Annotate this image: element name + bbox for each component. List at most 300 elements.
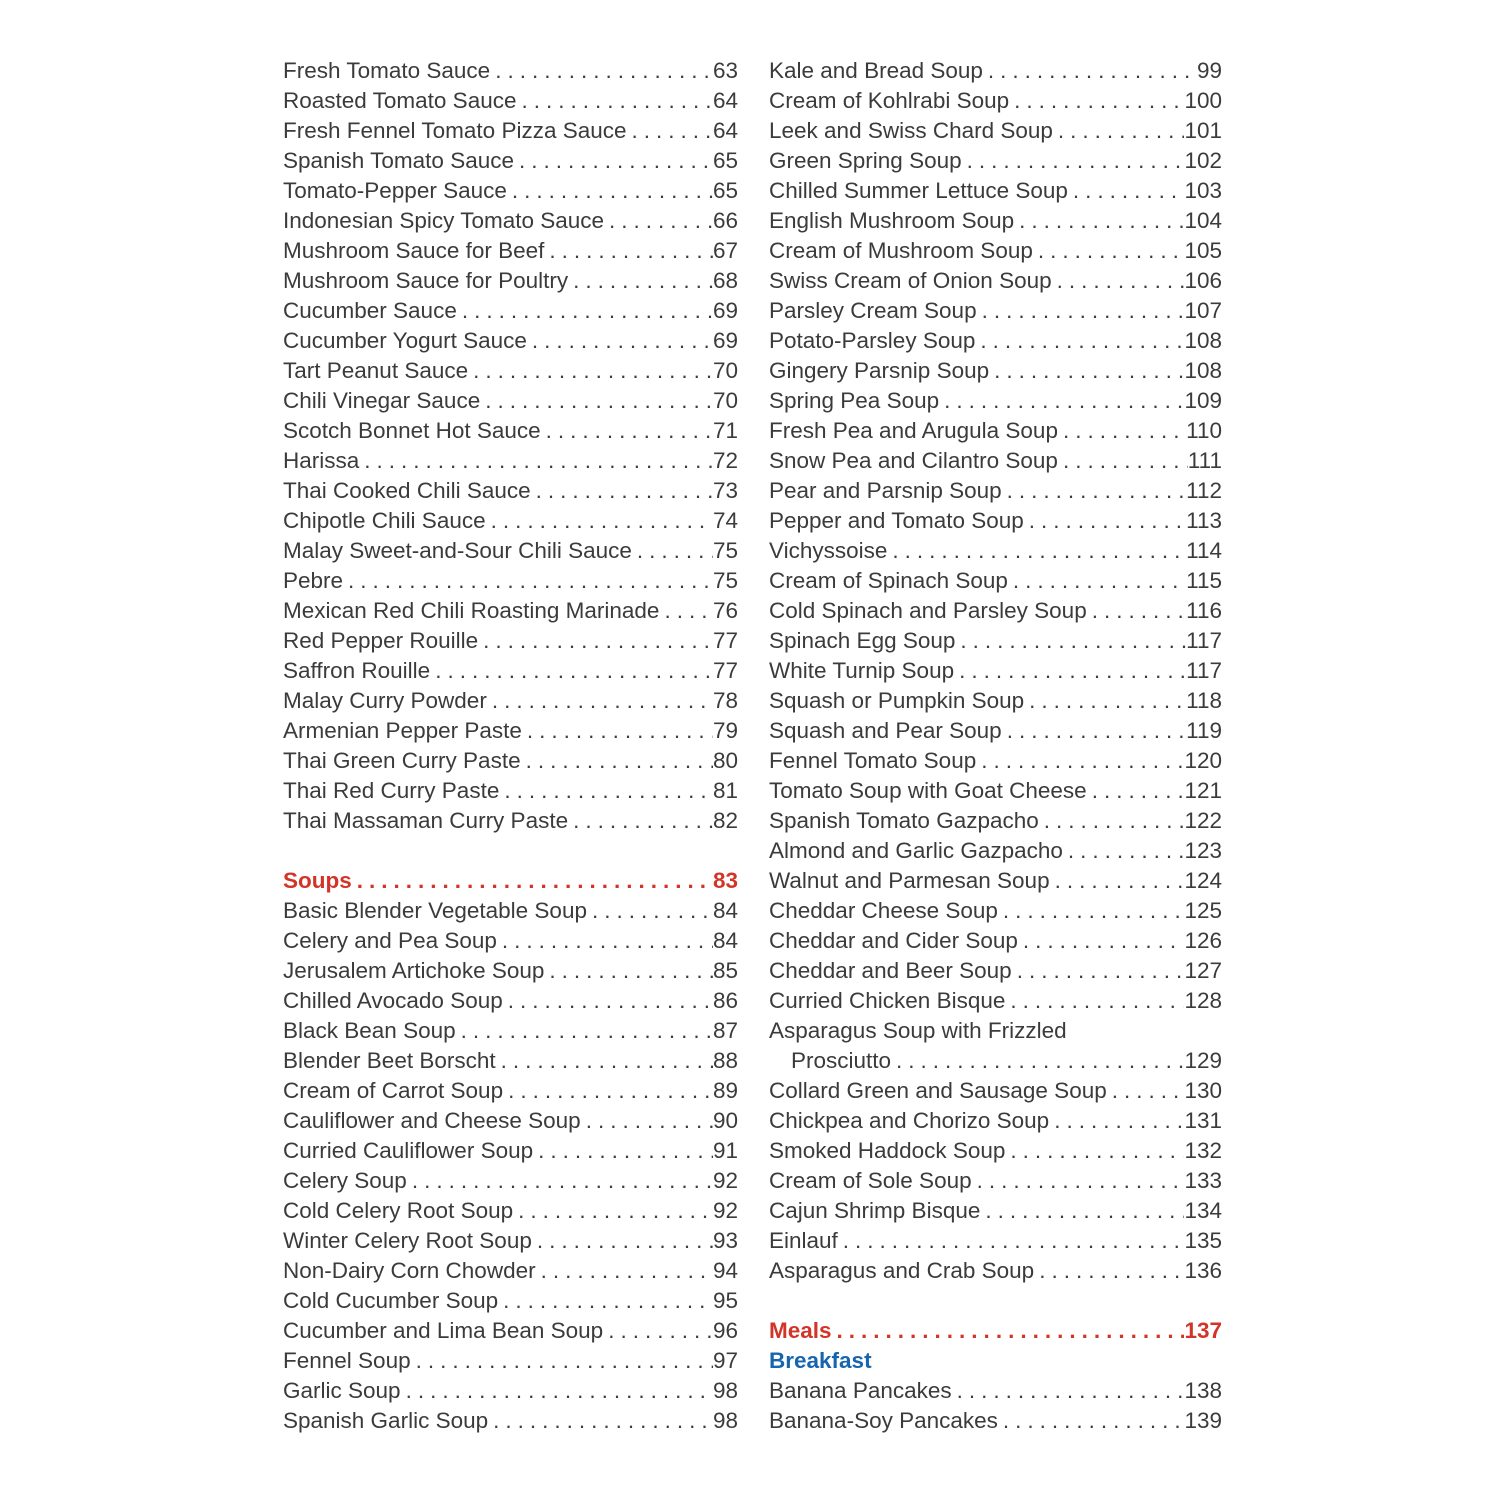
entry-page-number: 99 [1196, 58, 1222, 83]
entry-page-number: 84 [712, 928, 738, 953]
entry-label: Leek and Swiss Chard Soup [769, 118, 1053, 143]
toc-entry [769, 626, 1222, 656]
entry-label: Collard Green and Sausage Soup [769, 1078, 1107, 1103]
toc-entry [283, 566, 738, 596]
toc-entry [283, 1076, 738, 1106]
toc-entry [769, 1226, 1222, 1256]
dot-leader [891, 1046, 1184, 1076]
dot-leader [581, 1106, 713, 1136]
entry-page-number: 64 [712, 118, 738, 143]
entry-label: Mushroom Sauce for Beef [283, 238, 545, 263]
entry-page-number: 77 [712, 658, 738, 683]
entry-page-number: 129 [1184, 1048, 1222, 1073]
entry-label: Malay Sweet-and-Sour Chili Sauce [283, 538, 632, 563]
toc-entry [283, 686, 738, 716]
entry-label: Almond and Garlic Gazpacho [769, 838, 1063, 863]
toc-entry [283, 416, 738, 446]
entry-page-number: 70 [712, 358, 738, 383]
entry-page-number: 71 [712, 418, 738, 443]
toc-entry [283, 716, 738, 746]
toc-entry [283, 146, 738, 176]
entry-label: Cold Spinach and Parsley Soup [769, 598, 1087, 623]
entry-page-number: 65 [712, 148, 738, 173]
entry-label: Pear and Parsnip Soup [769, 478, 1002, 503]
entry-page-number: 95 [712, 1288, 738, 1313]
toc-entry [283, 476, 738, 506]
entry-label: Swiss Cream of Onion Soup [769, 268, 1052, 293]
entry-page-number: 121 [1184, 778, 1222, 803]
entry-label: Asparagus and Crab Soup [769, 1258, 1035, 1283]
dot-leader [456, 1016, 713, 1046]
entry-page-number: 125 [1184, 898, 1222, 923]
toc-entry [283, 656, 738, 686]
dot-leader [1063, 836, 1185, 866]
entry-page-number: 66 [712, 208, 738, 233]
toc-entry [769, 356, 1222, 386]
entry-label: Spinach Egg Soup [769, 628, 956, 653]
entry-label: Spanish Tomato Gazpacho [769, 808, 1039, 833]
entry-label: Chilled Avocado Soup [283, 988, 503, 1013]
toc-entry [769, 836, 1222, 866]
entry-label: Meals [769, 1318, 832, 1343]
entry-page-number: 87 [712, 1018, 738, 1043]
dot-leader [838, 1226, 1185, 1256]
dot-leader [587, 896, 713, 926]
toc-entry [769, 176, 1222, 206]
toc-entry [283, 1256, 738, 1286]
entry-page-number: 80 [712, 748, 738, 773]
entry-label: Non-Dairy Corn Chowder [283, 1258, 536, 1283]
dot-leader [632, 536, 713, 566]
toc-entry [769, 1136, 1222, 1166]
dot-leader [352, 866, 713, 896]
dot-leader [1053, 116, 1185, 146]
entry-page-number: 89 [712, 1078, 738, 1103]
toc-entry [769, 746, 1222, 776]
entry-label: Pebre [283, 568, 344, 593]
entry-page-number: 114 [1186, 538, 1222, 563]
entry-page-number: 70 [712, 388, 738, 413]
toc-entry [283, 536, 738, 566]
entry-page-number: 63 [712, 58, 738, 83]
toc-entry [283, 776, 738, 806]
dot-leader [1050, 866, 1185, 896]
entry-label: Cream of Sole Soup [769, 1168, 972, 1193]
toc-entry [283, 206, 738, 236]
entry-page-number: 106 [1184, 268, 1222, 293]
toc-entry [769, 446, 1222, 476]
entry-page-number: 98 [712, 1378, 738, 1403]
section-gap [769, 1286, 1222, 1316]
entry-label: Asparagus Soup with Frizzled [769, 1018, 1067, 1043]
toc-entry [769, 1166, 1222, 1196]
entry-label: Spanish Garlic Soup [283, 1408, 489, 1433]
entry-page-number: 126 [1184, 928, 1222, 953]
entry-page-number: 139 [1184, 1408, 1222, 1433]
dot-leader [521, 746, 713, 776]
entry-page-number: 108 [1184, 328, 1222, 353]
toc-subheading [769, 1346, 1222, 1376]
dot-leader [977, 296, 1185, 326]
toc-entry [283, 446, 738, 476]
toc-entry [769, 266, 1222, 296]
toc-entry [769, 206, 1222, 236]
toc-entry [283, 1196, 738, 1226]
toc-entry [283, 806, 738, 836]
entry-page-number: 107 [1184, 298, 1222, 323]
entry-page-number: 74 [712, 508, 738, 533]
entry-page-number: 131 [1184, 1108, 1222, 1133]
toc-entry [283, 746, 738, 776]
toc-entry [283, 1346, 738, 1376]
entry-label: Winter Celery Root Soup [283, 1228, 532, 1253]
entry-page-number: 85 [712, 958, 738, 983]
toc-entry [769, 926, 1222, 956]
entry-label: Malay Curry Powder [283, 688, 487, 713]
toc-entry [283, 1226, 738, 1256]
dot-leader [1052, 266, 1185, 296]
dot-leader [1002, 716, 1186, 746]
dot-leader [407, 1166, 713, 1196]
entry-label: Squash or Pumpkin Soup [769, 688, 1025, 713]
dot-leader [952, 1376, 1185, 1406]
dot-leader [659, 596, 713, 626]
dot-leader [568, 266, 713, 296]
dot-leader [1049, 1106, 1184, 1136]
dot-leader [1033, 236, 1185, 266]
dot-leader [1005, 986, 1184, 1016]
entry-label: Thai Red Curry Paste [283, 778, 500, 803]
entry-label: Cold Cucumber Soup [283, 1288, 499, 1313]
toc-entry [283, 56, 738, 86]
dot-leader [499, 776, 713, 806]
toc-entry [283, 1316, 738, 1346]
toc-entry [769, 776, 1222, 806]
dot-leader [1012, 956, 1185, 986]
entry-label: Fennel Tomato Soup [769, 748, 977, 773]
dot-leader [1002, 476, 1186, 506]
entry-page-number: 113 [1186, 508, 1222, 533]
dot-leader [522, 716, 713, 746]
entry-label: Cold Celery Root Soup [283, 1198, 514, 1223]
toc-entry [769, 986, 1222, 1016]
entry-page-number: 92 [712, 1198, 738, 1223]
dot-leader [962, 146, 1185, 176]
toc-entry [283, 626, 738, 656]
dot-leader [627, 116, 713, 146]
entry-page-number: 90 [712, 1108, 738, 1133]
toc-entry [283, 1376, 738, 1406]
entry-page-number: 92 [712, 1168, 738, 1193]
dot-leader [1107, 1076, 1185, 1106]
toc-entry [769, 416, 1222, 446]
entry-label: Fennel Soup [283, 1348, 411, 1373]
toc-entry [769, 656, 1222, 686]
entry-label: Roasted Tomato Sauce [283, 88, 517, 113]
entry-label: Cream of Kohlrabi Soup [769, 88, 1010, 113]
entry-label: Parsley Cream Soup [769, 298, 977, 323]
entry-page-number: 96 [712, 1318, 738, 1343]
toc-entry [283, 1406, 738, 1436]
dot-leader [604, 206, 713, 236]
toc-entry [769, 806, 1222, 836]
entry-label: Cream of Spinach Soup [769, 568, 1008, 593]
toc-entry [769, 476, 1222, 506]
entry-label: Cream of Carrot Soup [283, 1078, 504, 1103]
dot-leader [411, 1346, 713, 1376]
dot-leader [486, 506, 713, 536]
entry-page-number: 116 [1186, 598, 1222, 623]
entry-page-number: 75 [712, 568, 738, 593]
dot-leader [1018, 926, 1185, 956]
toc-entry [283, 1286, 738, 1316]
entry-page-number: 68 [712, 268, 738, 293]
entry-page-number: 104 [1184, 208, 1222, 233]
dot-leader [527, 326, 713, 356]
toc-entry [769, 296, 1222, 326]
toc-entry [769, 1076, 1222, 1106]
entry-page-number: 118 [1186, 688, 1222, 713]
dot-leader [980, 1196, 1184, 1226]
dot-leader [832, 1316, 1185, 1346]
entry-label: Kale and Bread Soup [769, 58, 983, 83]
entry-page-number: 69 [712, 328, 738, 353]
entry-page-number: 76 [712, 598, 738, 623]
entry-page-number: 67 [712, 238, 738, 263]
dot-leader [496, 1046, 713, 1076]
entry-label: Basic Blender Vegetable Soup [283, 898, 587, 923]
entry-label: Blender Beet Borscht [283, 1048, 496, 1073]
entry-label: Spanish Tomato Sauce [283, 148, 514, 173]
toc-entry [283, 86, 738, 116]
entry-label: Celery and Pea Soup [283, 928, 497, 953]
toc-column-right [769, 56, 1222, 1436]
dot-leader [1005, 1136, 1184, 1166]
dot-leader [1024, 686, 1186, 716]
dot-leader [972, 1166, 1185, 1196]
dot-leader [401, 1376, 713, 1406]
toc-entry [283, 1016, 738, 1046]
toc-entry [769, 506, 1222, 536]
entry-label: Thai Massaman Curry Paste [283, 808, 569, 833]
dot-leader [998, 896, 1185, 926]
entry-label: Cajun Shrimp Bisque [769, 1198, 981, 1223]
entry-page-number: 124 [1184, 868, 1222, 893]
entry-label: Armenian Pepper Paste [283, 718, 522, 743]
entry-label: Jerusalem Artichoke Soup [283, 958, 545, 983]
toc-section-heading [283, 866, 738, 896]
entry-page-number: 112 [1186, 478, 1222, 503]
entry-label: Celery Soup [283, 1168, 407, 1193]
dot-leader [498, 1286, 713, 1316]
entry-label: Fresh Fennel Tomato Pizza Sauce [283, 118, 627, 143]
entry-label: Einlauf [769, 1228, 838, 1253]
toc-column-left [283, 56, 738, 1436]
dot-leader [490, 56, 713, 86]
entry-page-number: 83 [712, 868, 738, 893]
entry-label: Black Bean Soup [283, 1018, 456, 1043]
entry-label: Indonesian Spicy Tomato Sauce [283, 208, 605, 233]
toc-entry [769, 1196, 1222, 1226]
toc-entry [283, 386, 738, 416]
dot-leader [1087, 776, 1185, 806]
toc-entry [769, 866, 1222, 896]
dot-leader [430, 656, 713, 686]
entry-label: Chipotle Chili Sauce [283, 508, 486, 533]
dot-leader [1034, 1256, 1184, 1286]
toc-entry [769, 56, 1222, 86]
entry-page-number: 93 [712, 1228, 738, 1253]
dot-leader [507, 176, 713, 206]
entry-label: White Turnip Soup [769, 658, 955, 683]
entry-label: Fresh Tomato Sauce [283, 58, 491, 83]
entry-page-number: 119 [1186, 718, 1222, 743]
entry-label: Garlic Soup [283, 1378, 401, 1403]
entry-label: Chickpea and Chorizo Soup [769, 1108, 1050, 1133]
dot-leader [989, 356, 1184, 386]
entry-label: Squash and Pear Soup [769, 718, 1002, 743]
dot-leader [955, 626, 1186, 656]
entry-label: Spring Pea Soup [769, 388, 940, 413]
entry-page-number: 101 [1184, 118, 1222, 143]
toc-entry [769, 596, 1222, 626]
entry-label: Cheddar and Beer Soup [769, 958, 1012, 983]
toc-entry [769, 1256, 1222, 1286]
entry-label: Mexican Red Chili Roasting Marinade [283, 598, 660, 623]
toc-entry [769, 86, 1222, 116]
dot-leader [954, 656, 1186, 686]
entry-page-number: 77 [712, 628, 738, 653]
toc-entry [769, 386, 1222, 416]
entry-label: Cream of Mushroom Soup [769, 238, 1033, 263]
entry-page-number: 98 [712, 1408, 738, 1433]
dot-leader [976, 746, 1184, 776]
dot-leader [1087, 596, 1186, 626]
dot-leader [536, 1256, 713, 1286]
entry-page-number: 94 [712, 1258, 738, 1283]
dot-leader [1058, 416, 1186, 446]
dot-leader [975, 326, 1184, 356]
entry-label: Red Pepper Rouille [283, 628, 479, 653]
entry-page-number: 117 [1186, 628, 1222, 653]
entry-label: Green Spring Soup [769, 148, 962, 173]
entry-label: Curried Cauliflower Soup [283, 1138, 534, 1163]
toc-entry [283, 986, 738, 1016]
entry-label: Scotch Bonnet Hot Sauce [283, 418, 541, 443]
entry-label: Banana-Soy Pancakes [769, 1408, 998, 1433]
entry-page-number: 111 [1187, 448, 1222, 473]
entry-label: Fresh Pea and Arugula Soup [769, 418, 1058, 443]
entry-page-number: 75 [712, 538, 738, 563]
entry-page-number: 137 [1184, 1318, 1222, 1343]
entry-label: Soups [283, 868, 352, 893]
entry-page-number: 134 [1184, 1198, 1222, 1223]
dot-leader [1058, 446, 1188, 476]
entry-page-number: 128 [1184, 988, 1222, 1013]
entry-page-number: 97 [712, 1348, 738, 1373]
entry-page-number: 81 [712, 778, 738, 803]
entry-label: Tomato Soup with Goat Cheese [769, 778, 1087, 803]
entry-label: Prosciutto [791, 1048, 892, 1073]
entry-label: Gingery Parsnip Soup [769, 358, 990, 383]
dot-leader [1039, 806, 1185, 836]
entry-label: English Mushroom Soup [769, 208, 1015, 233]
dot-leader [541, 416, 713, 446]
dot-leader [533, 1136, 713, 1166]
entry-label: Cucumber Sauce [283, 298, 457, 323]
dot-leader [359, 446, 713, 476]
entry-label: Cucumber Yogurt Sauce [283, 328, 527, 353]
dot-leader [1008, 566, 1186, 596]
entry-label: Vichyssoise [769, 538, 888, 563]
entry-page-number: 133 [1184, 1168, 1222, 1193]
entry-label: Saffron Rouille [283, 658, 431, 683]
entry-label: Banana Pancakes [769, 1378, 952, 1403]
dot-leader [343, 566, 713, 596]
toc-entry [769, 146, 1222, 176]
dot-leader [513, 1196, 713, 1226]
toc-entry [283, 926, 738, 956]
entry-label: Smoked Haddock Soup [769, 1138, 1006, 1163]
entry-page-number: 135 [1184, 1228, 1222, 1253]
toc-entry [769, 566, 1222, 596]
toc-entry-continuation [769, 1046, 1222, 1076]
entry-page-number: 110 [1186, 418, 1222, 443]
toc-entry [283, 1106, 738, 1136]
dot-leader [516, 86, 712, 116]
toc-entry [283, 116, 738, 146]
toc-section-heading [769, 1316, 1222, 1346]
toc-entry [283, 296, 738, 326]
dot-leader [480, 386, 713, 416]
entry-label: Cheddar and Cider Soup [769, 928, 1018, 953]
toc-entry [283, 1046, 738, 1076]
entry-page-number: 120 [1184, 748, 1222, 773]
toc-entry [283, 326, 738, 356]
entry-label: Cauliflower and Cheese Soup [283, 1108, 581, 1133]
toc-entry [283, 356, 738, 386]
entry-page-number: 65 [712, 178, 738, 203]
toc-entry [283, 236, 738, 266]
toc-entry [769, 1406, 1222, 1436]
dot-leader [544, 956, 713, 986]
toc-entry [769, 536, 1222, 566]
entry-label: Mushroom Sauce for Poultry [283, 268, 569, 293]
entry-label: Thai Green Curry Paste [283, 748, 521, 773]
dot-leader [514, 146, 713, 176]
toc-entry [283, 1166, 738, 1196]
entry-page-number: 82 [712, 808, 738, 833]
entry-page-number: 78 [712, 688, 738, 713]
toc-entry [283, 266, 738, 296]
dot-leader [568, 806, 713, 836]
toc-entry [283, 506, 738, 536]
toc-entry [283, 1136, 738, 1166]
entry-page-number: 130 [1184, 1078, 1222, 1103]
dot-leader [1024, 506, 1186, 536]
toc-entry [283, 956, 738, 986]
toc-entry [283, 896, 738, 926]
section-gap [283, 836, 738, 866]
dot-leader [1068, 176, 1185, 206]
entry-page-number: 86 [712, 988, 738, 1013]
entry-page-number: 115 [1186, 568, 1222, 593]
dot-leader [487, 686, 713, 716]
dot-leader [887, 536, 1186, 566]
toc-entry-line1 [769, 1016, 1222, 1046]
dot-leader [497, 926, 713, 956]
entry-label: Chilled Summer Lettuce Soup [769, 178, 1068, 203]
